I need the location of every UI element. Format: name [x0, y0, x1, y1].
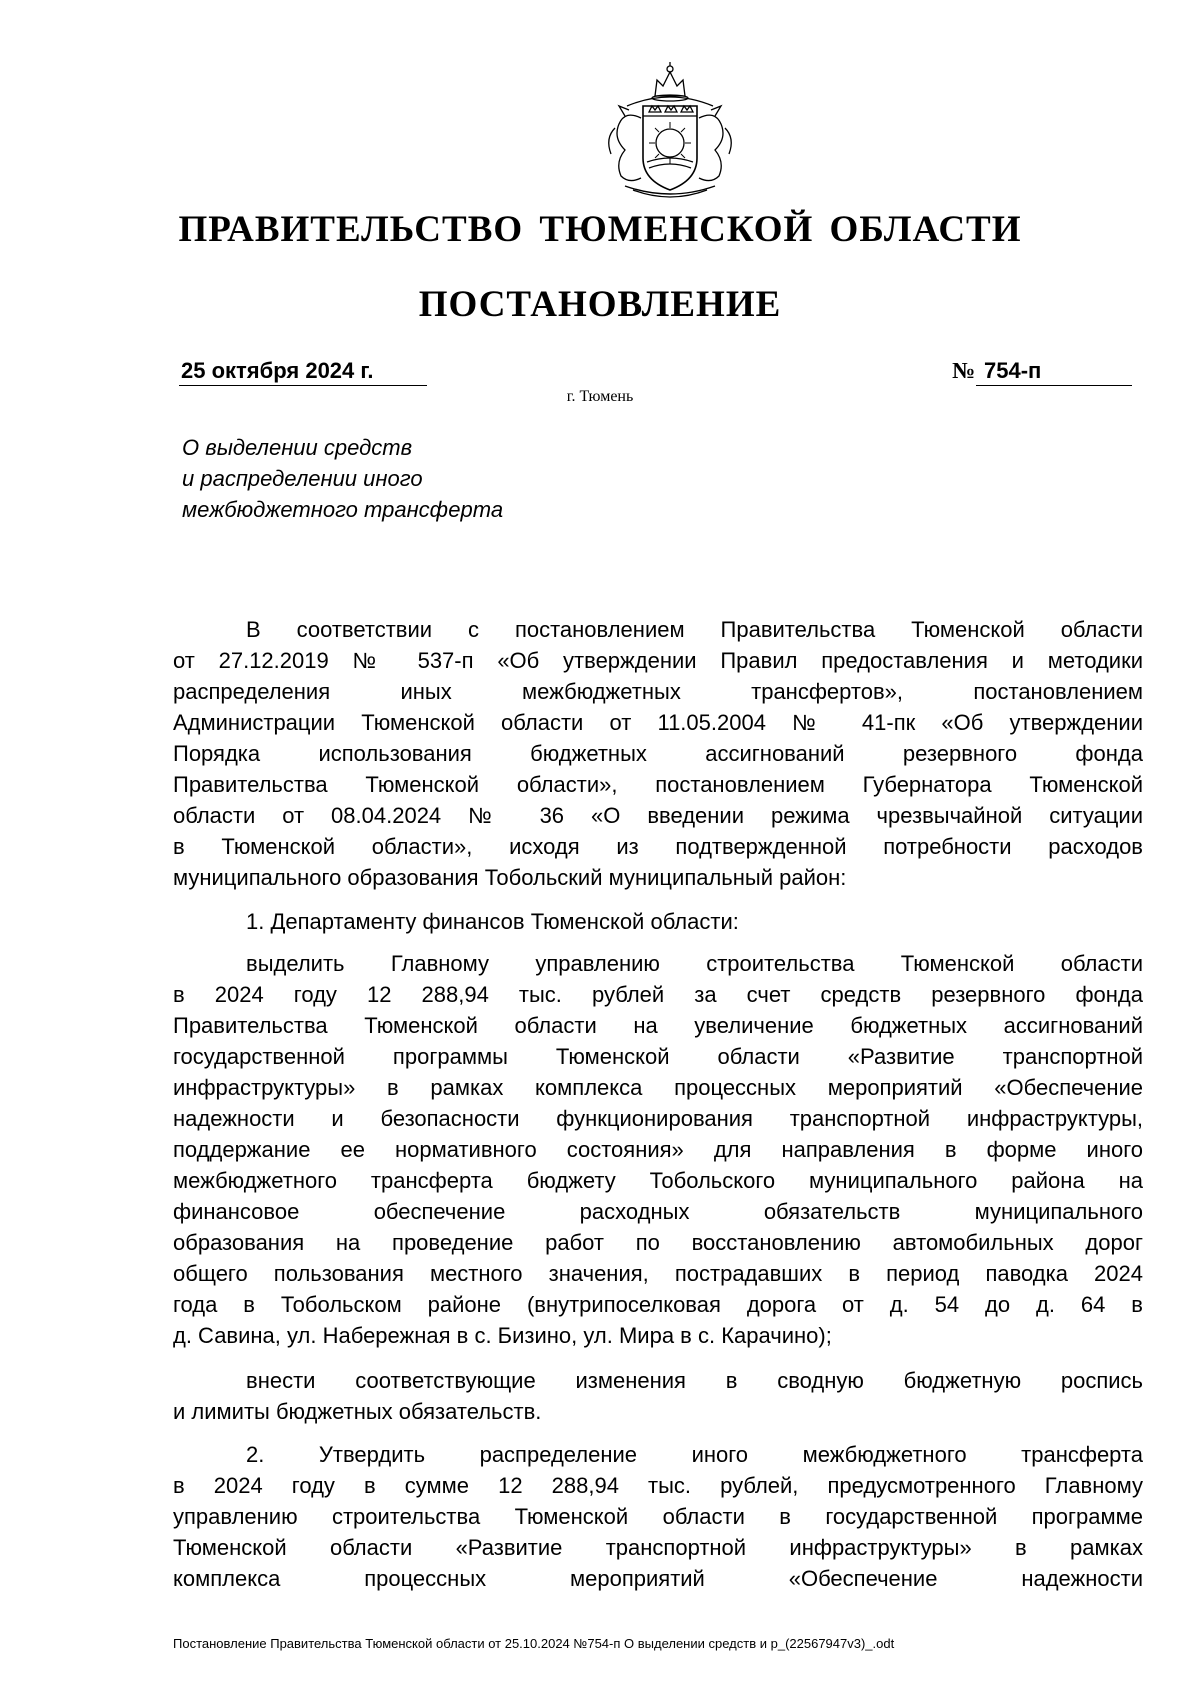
text-line: поддержание ее нормативного состояния» для направления в форме иного [173, 1137, 1143, 1162]
text-line: от 27.12.2019 № 537-п «Об утверждении Правил предоставления и методики [173, 648, 1143, 673]
document-subject [182, 432, 503, 525]
document-type-title: ПОСТАНОВЛЕНИЕ [418, 284, 782, 325]
text-line: выделить Главному управлению строительства Тюменской области [246, 951, 1143, 976]
text-line: области от 08.04.2024 № 36 «О введении режима чрезвычайной ситуации [173, 803, 1143, 828]
paragraph-item-2 [173, 1439, 1143, 1594]
text-line: Тюменской области «Развитие транспортной инфраструктуры» в рамках [173, 1535, 1143, 1560]
subject-line: и распределении иного [182, 466, 423, 491]
text-line: Правительства Тюменской области», постановлением Губернатора Тюменской [173, 772, 1143, 797]
subject-line: О выделении средств [182, 435, 413, 460]
text-line: и лимиты бюджетных обязательств. [173, 1399, 542, 1424]
text-line: внести соответствующие изменения в сводную бюджетную роспись [246, 1368, 1143, 1393]
paragraph-allocate [173, 948, 1143, 1351]
text-line: В соответствии с постановлением Правительства Тюменской области [246, 617, 1143, 642]
subject-line: межбюджетного трансферта [182, 497, 504, 522]
text-line: Администрации Тюменской области от 11.05.2004 № 41-пк «Об утверждении [173, 710, 1143, 735]
text-line: в 2024 году в сумме 12 288,94 тыс. рублей, предусмотренного Главному [173, 1473, 1143, 1498]
text-line: в 2024 году 12 288,94 тыс. рублей за счет средств резервного фонда [173, 982, 1143, 1007]
text-line: межбюджетного трансферта бюджету Тобольского муниципального района на [173, 1168, 1143, 1193]
document-number: 754-п [976, 357, 1132, 386]
paragraph-preamble [173, 614, 1143, 893]
text-line: года в Тобольском районе (внутрипоселковая дорога от д. 54 до д. 64 в [173, 1292, 1143, 1317]
text-line: Правительства Тюменской области на увеличение бюджетных ассигнований [173, 1013, 1143, 1038]
text-line: Порядка использования бюджетных ассигнований резервного фонда [173, 741, 1143, 766]
footer-filename: Постановление Правительства Тюменской области от 25.10.2024 №754-п О выделении средств и р_(22567947v3)_.odt [173, 1636, 895, 1651]
organization-title: ПРАВИТЕЛЬСТВО ТЮМЕНСКОЙ ОБЛАСТИ [178, 209, 1022, 250]
coat-of-arms-icon [585, 58, 755, 198]
text-line: комплекса процессных мероприятий «Обеспечение надежности [173, 1566, 1143, 1591]
document-city: г. Тюмень [566, 388, 634, 405]
text-line: муниципального образования Тобольский муниципальный район: [173, 865, 847, 890]
text-line: в Тюменской области», исходя из подтвержденной потребности расходов [173, 834, 1143, 859]
text-line: 2. Утвердить распределение иного межбюджетного трансферта [246, 1442, 1143, 1467]
text-line: распределения иных межбюджетных трансфертов», постановлением [173, 679, 1143, 704]
paragraph-changes [173, 1365, 1143, 1427]
document-date: 25 октября 2024 г. [179, 357, 427, 386]
text-line: финансовое обеспечение расходных обязательств муниципального [173, 1199, 1143, 1224]
text-line: инфраструктуры» в рамках комплекса процессных мероприятий «Обеспечение [173, 1075, 1143, 1100]
text-line: д. Савина, ул. Набережная в с. Бизино, ул. Мира в с. Карачино); [173, 1323, 832, 1348]
text-line: образования на проведение работ по восстановлению автомобильных дорог [173, 1230, 1143, 1255]
text-line: управлению строительства Тюменской области в государственной программе [173, 1504, 1143, 1529]
text-line: 1. Департаменту финансов Тюменской области: [246, 909, 739, 934]
text-line: надежности и безопасности функционирования транспортной инфраструктуры, [173, 1106, 1143, 1131]
text-line: государственной программы Тюменской области «Развитие транспортной [173, 1044, 1143, 1069]
number-label: № [952, 358, 976, 383]
text-line: общего пользования местного значения, пострадавших в период паводка 2024 [173, 1261, 1143, 1286]
paragraph-item-1 [173, 906, 1143, 937]
